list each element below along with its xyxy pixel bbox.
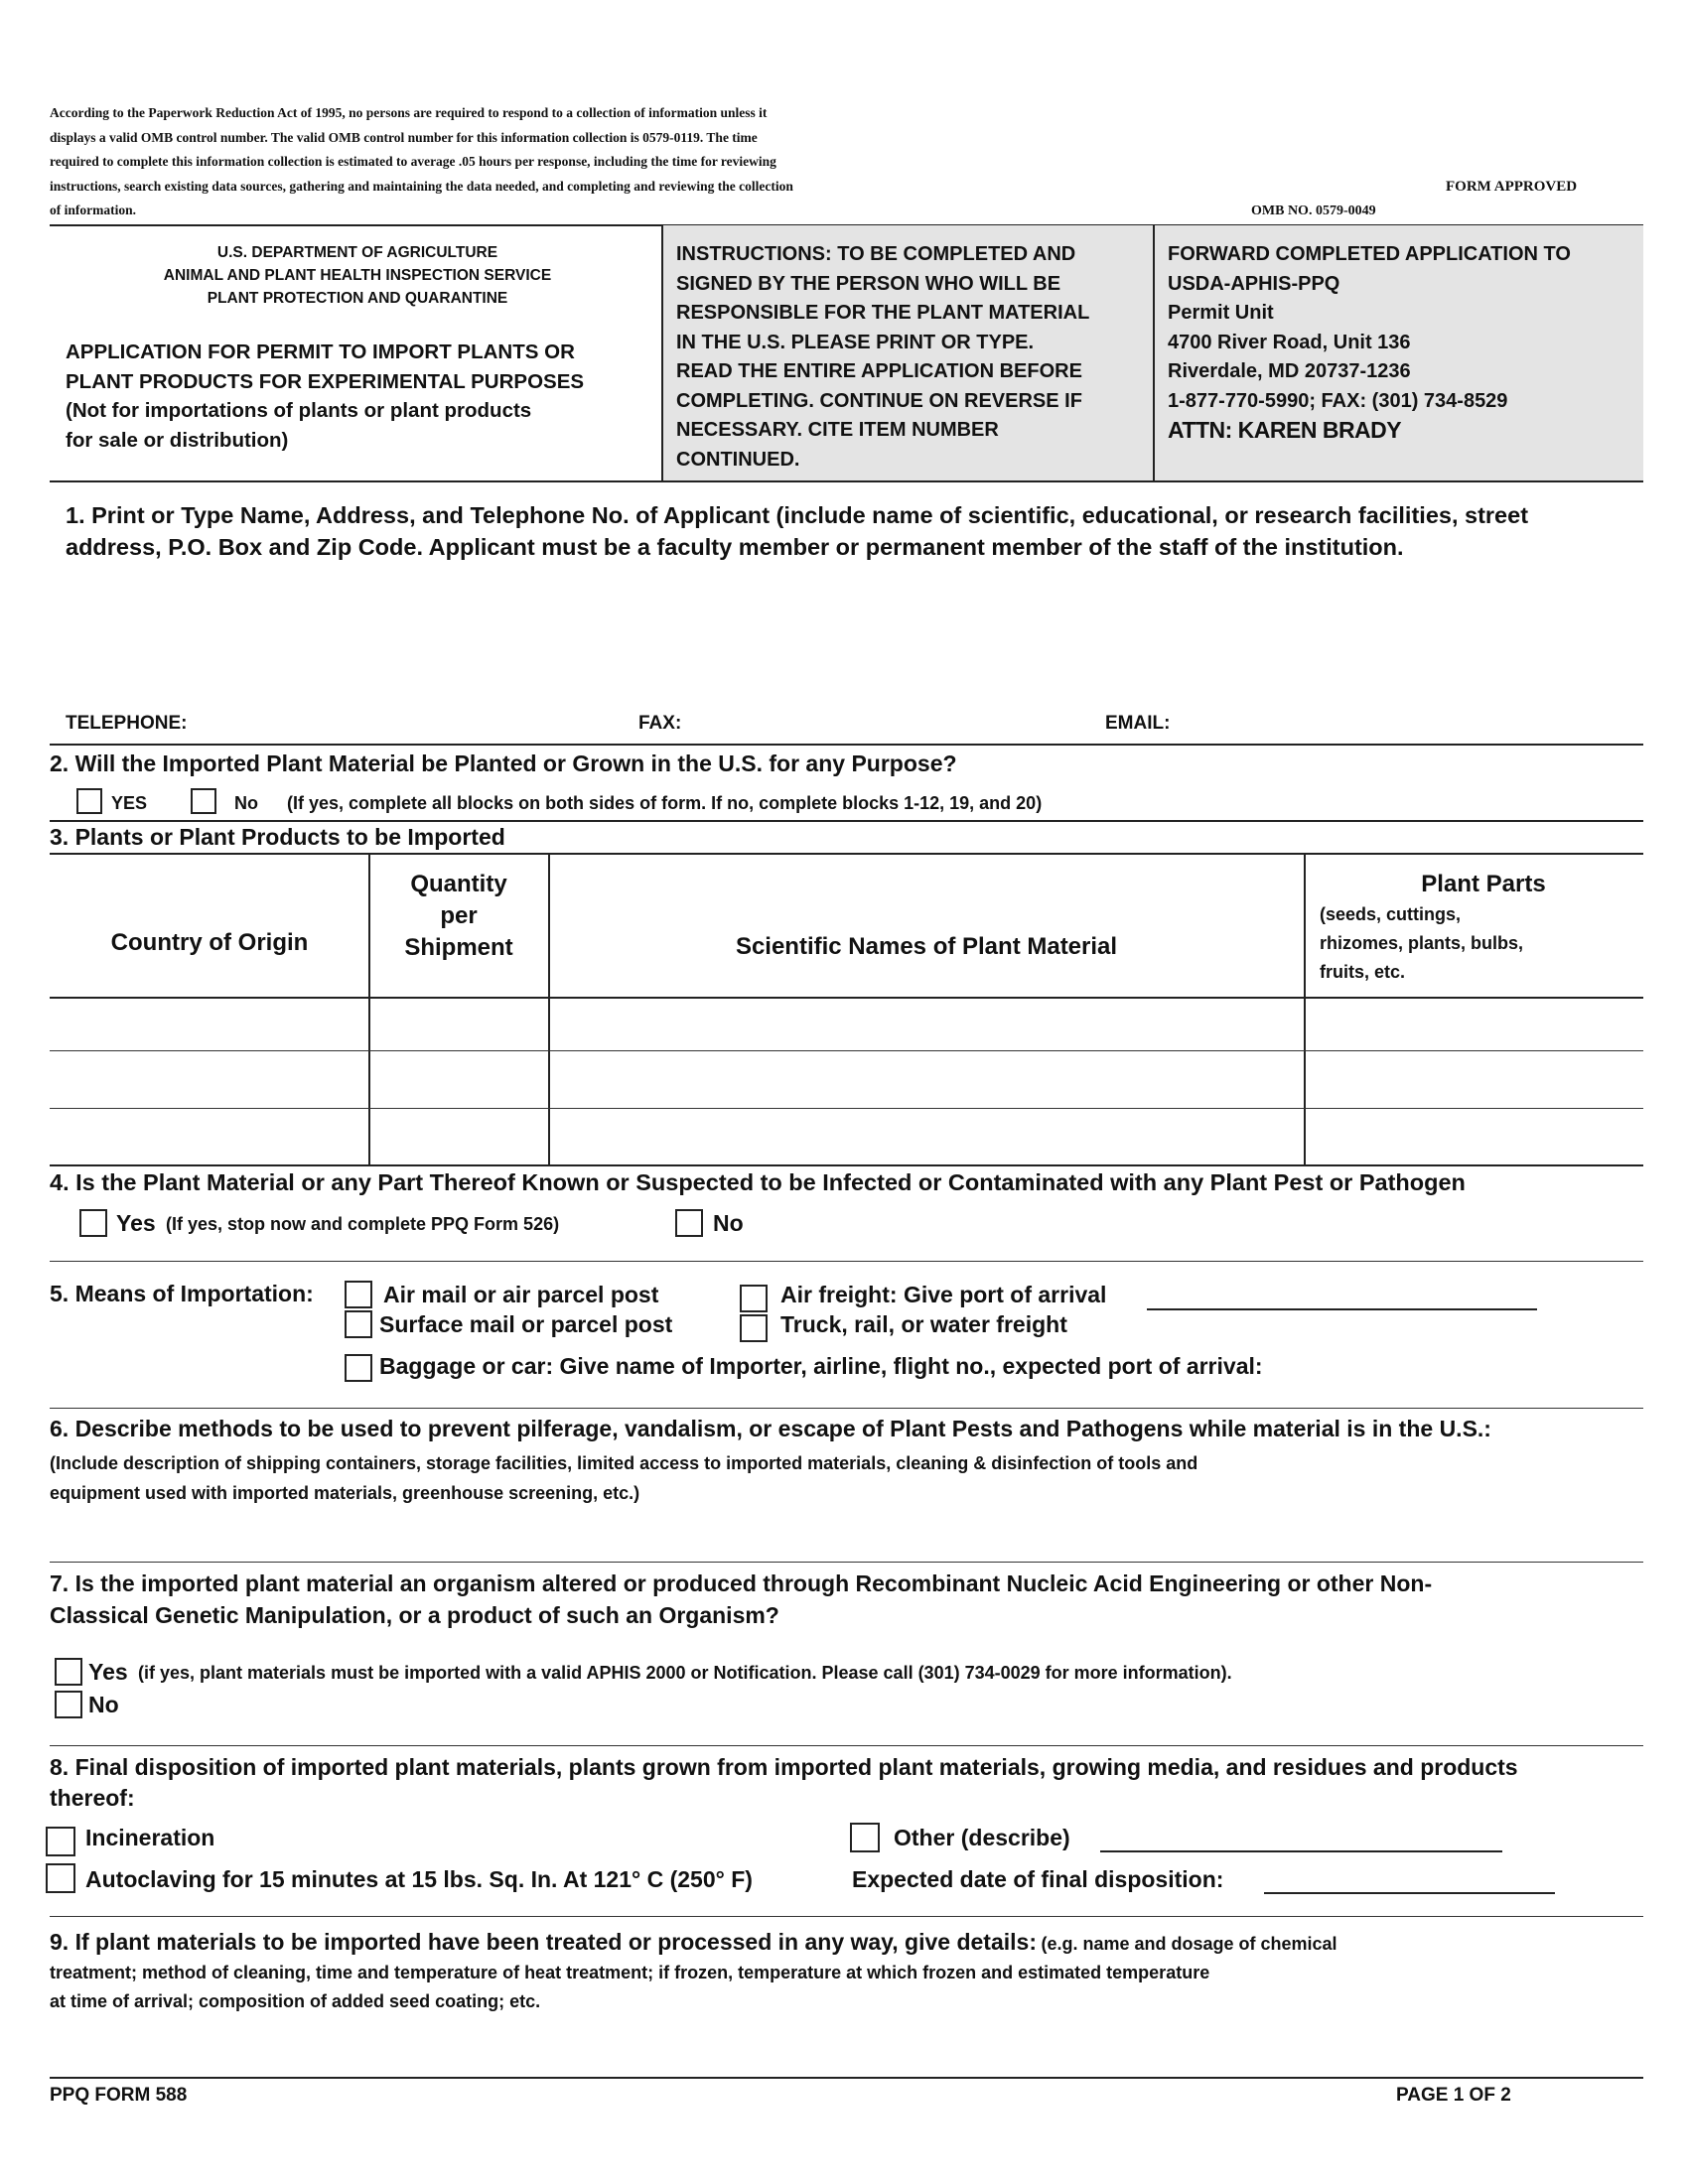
email-label: EMAIL: (1105, 713, 1171, 734)
paperwork-notice: According to the Paperwork Reduction Act of 1995, no persons are required to respond to a collection of information unless it displays a valid OMB control number. The valid OMB control number for this information collection is 0579-0119. The time required to complete this information collection is estimated to average .05 hours per response, including the time for reviewing instructions, search existing data sources, gathering and maintaining the data needed, and completing and reviewing the collection of information. (50, 105, 793, 217)
row2-parts-cell[interactable] (1306, 1052, 1641, 1107)
q8-other-label: Other (describe) (894, 1825, 1070, 1850)
omb-number: OMB NO. 0579-0049 (1251, 204, 1376, 218)
footer-page-number: PAGE 1 OF 2 (1396, 2085, 1511, 2106)
row3-names-cell[interactable] (550, 1110, 1303, 1163)
col-quantity-per-shipment: Quantity per Shipment (404, 871, 513, 961)
q4-yes-label: Yes (116, 1210, 156, 1236)
q5-air-mail-label: Air mail or air parcel post (383, 1282, 659, 1307)
q1-label: 1. Print or Type Name, Address, and Telephone No. of Applicant (include name of scientific, educational, or research facilities, street address, P.O. Box and Zip Code. Applicant must be a faculty member or permanent member of the staff of the institution. (66, 502, 1529, 560)
q5-air-mail-checkbox[interactable] (345, 1281, 372, 1308)
q8-autoclaving-checkbox[interactable] (46, 1863, 75, 1893)
attn-line: ATTN: KAREN BRADY (1168, 417, 1402, 443)
row1-country-cell[interactable] (52, 999, 367, 1049)
forward-address-box: FORWARD COMPLETED APPLICATION TO USDA-APHIS-PPQ Permit Unit 4700 River Road, Unit 136 Riverdale, MD 20737-1236 1-877-770-5990; FAX: (301) 734-8529 ATTN: KAREN BRADY (1168, 240, 1571, 446)
q7-yes-note: (if yes, plant materials must be imported with a valid APHIS 2000 or Notification. Please call (301) 734-0029 for more information). (138, 1663, 1232, 1683)
q2-yes-checkbox[interactable] (76, 788, 102, 814)
q7-label: 7. Is the imported plant material an organism altered or produced through Recombinant Nucleic Acid Engineering or other Non- Classical Genetic Manipulation, or a product of such an Organism? (50, 1570, 1433, 1628)
q5-air-freight-checkbox[interactable] (740, 1285, 768, 1312)
q2-note: (If yes, complete all blocks on both sides of form. If no, complete blocks 1-12, 19, and 20) (287, 793, 1043, 813)
q9-details-field[interactable] (50, 2020, 1638, 2070)
q4-no-checkbox[interactable] (675, 1209, 703, 1237)
telephone-label: TELEPHONE: (66, 713, 188, 734)
row2-country-cell[interactable] (52, 1052, 367, 1107)
q6-label: 6. Describe methods to be used to prevent pilferage, vandalism, or escape of Plant Pests and Pathogens while material is in the U.S.: (50, 1416, 1491, 1441)
row1-names-cell[interactable] (550, 999, 1303, 1049)
agency-block: U.S. DEPARTMENT OF AGRICULTURE ANIMAL AND PLANT HEALTH INSPECTION SERVICE PLANT PROTECTION AND QUARANTINE (163, 244, 552, 307)
q8-other-checkbox[interactable] (850, 1823, 880, 1852)
q8-incineration-label: Incineration (85, 1825, 215, 1850)
q7-yes-label: Yes (88, 1659, 128, 1685)
q5-truck-rail-water-label: Truck, rail, or water freight (780, 1311, 1067, 1337)
q2-no-label: No (234, 793, 258, 813)
q2-no-checkbox[interactable] (191, 788, 216, 814)
row2-quantity-cell[interactable] (370, 1052, 547, 1107)
q1-applicant-field[interactable] (66, 596, 1634, 705)
row1-quantity-cell[interactable] (370, 999, 547, 1049)
q6-note: (Include description of shipping containers, storage facilities, limited access to imported materials, cleaning & disinfection of tools and equipment used with imported materials, greenhouse screening, etc.) (50, 1453, 1198, 1503)
q4-label: 4. Is the Plant Material or any Part Thereof Known or Suspected to be Infected or Contaminated with any Plant Pest or Pathogen (50, 1169, 1466, 1195)
footer-form-id: PPQ FORM 588 (50, 2085, 188, 2106)
q4-yes-note: (If yes, stop now and complete PPQ Form 526) (166, 1214, 560, 1234)
col-country-of-origin: Country of Origin (110, 929, 309, 956)
q3-label: 3. Plants or Plant Products to be Imported (50, 824, 505, 850)
q5-air-freight-label: Air freight: Give port of arrival (780, 1282, 1107, 1307)
fax-field[interactable] (695, 707, 1092, 735)
q5-surface-mail-label: Surface mail or parcel post (379, 1311, 673, 1337)
q5-surface-mail-checkbox[interactable] (345, 1310, 372, 1338)
q8-incineration-checkbox[interactable] (46, 1827, 75, 1856)
col-scientific-names: Scientific Names of Plant Material (735, 933, 1118, 960)
row3-quantity-cell[interactable] (370, 1110, 547, 1163)
telephone-field[interactable] (209, 707, 626, 735)
q5-truck-rail-water-checkbox[interactable] (740, 1314, 768, 1342)
q9-label: 9. If plant materials to be imported have been treated or processed in any way, give details: (e.g. name and dosage of chemical (50, 1929, 1337, 1955)
q8-autoclaving-label: Autoclaving for 15 minutes at 15 lbs. Sq. In. At 121° C (250° F) (85, 1866, 753, 1892)
row3-country-cell[interactable] (52, 1110, 367, 1163)
q2-yes-label: YES (111, 793, 148, 813)
email-field[interactable] (1187, 707, 1638, 735)
q8-other-describe-field[interactable] (1100, 1827, 1502, 1852)
q2-label: 2. Will the Imported Plant Material be Planted or Grown in the U.S. for any Purpose? (50, 751, 957, 776)
row3-parts-cell[interactable] (1306, 1110, 1641, 1163)
q6-methods-field[interactable] (50, 1509, 1638, 1557)
q8-expected-date-label: Expected date of final disposition: (852, 1866, 1224, 1892)
row2-names-cell[interactable] (550, 1052, 1303, 1107)
q7-no-checkbox[interactable] (55, 1691, 82, 1718)
row1-parts-cell[interactable] (1306, 999, 1641, 1049)
instructions-box: INSTRUCTIONS: TO BE COMPLETED AND SIGNED BY THE PERSON WHO WILL BE RESPONSIBLE FOR THE PLANT MATERIAL IN THE U.S. PLEASE PRINT OR TYPE. READ THE ENTIRE APPLICATION BEFORE COMPLETING. CONTINUE ON REVERSE IF NECESSARY. CITE ITEM NUMBER CONTINUED. (676, 243, 1090, 471)
q9-note: treatment; method of cleaning, time and temperature of heat treatment; if frozen, temperature at which frozen and estimated temperature at time of arrival; composition of added seed coating; etc. (50, 1963, 1210, 2011)
q4-yes-checkbox[interactable] (79, 1209, 107, 1237)
q5-label: 5. Means of Importation: (50, 1281, 314, 1306)
q4-no-label: No (713, 1210, 744, 1236)
form-title: APPLICATION FOR PERMIT TO IMPORT PLANTS OR PLANT PRODUCTS FOR EXPERIMENTAL PURPOSES (Not for importations of plants or plant products for sale or distribution) (66, 341, 585, 452)
q5-baggage-car-label: Baggage or car: Give name of Importer, airline, flight no., expected port of arrival: (379, 1353, 1263, 1379)
q7-yes-checkbox[interactable] (55, 1658, 82, 1686)
fax-label: FAX: (638, 713, 682, 734)
col-plant-parts: Plant Parts (seeds, cuttings, rhizomes, plants, bulbs, fruits, etc. (1320, 871, 1546, 982)
q8-label: 8. Final disposition of imported plant materials, plants grown from imported plant materials, growing media, and residues and products thereof: (50, 1754, 1518, 1811)
form-approved: FORM APPROVED (1446, 179, 1578, 195)
q8-expected-date-field[interactable] (1264, 1868, 1555, 1894)
q5-baggage-car-checkbox[interactable] (345, 1354, 372, 1382)
q7-no-label: No (88, 1692, 119, 1717)
q5-port-of-arrival-field[interactable] (1147, 1283, 1537, 1310)
